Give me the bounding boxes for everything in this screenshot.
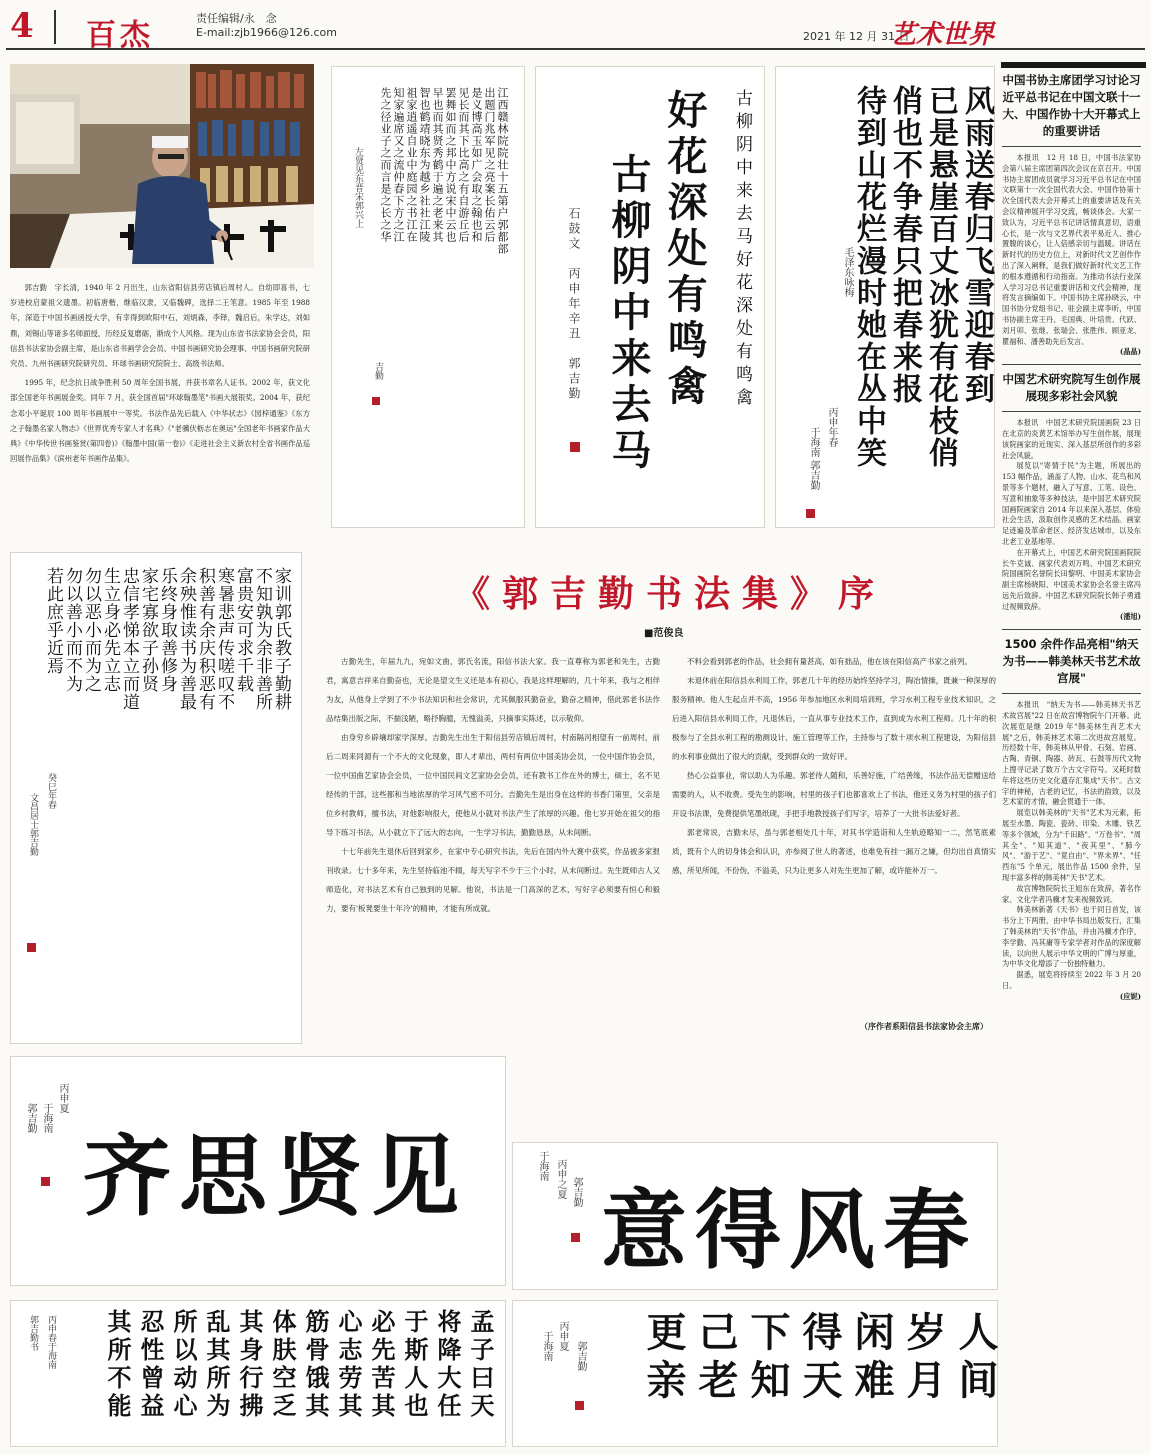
b1-sign-date: 丙申夏 [57, 1083, 68, 1113]
panel1-column: 是义博高玉如广会取之翰也和 [470, 87, 483, 243]
b2-character: 风 [789, 1180, 875, 1281]
b3-column: 体肤空乏 [268, 1309, 297, 1421]
news-sidebar [1002, 72, 1141, 1003]
masthead-logo: 艺术世界 [890, 20, 995, 50]
b1-sign-name: 郭吉勤 [25, 1103, 36, 1133]
b3-sign-date: 丙申春于海南 [46, 1315, 56, 1369]
b4-column: 得天 [796, 1311, 843, 1407]
b2-seal [571, 1233, 580, 1242]
b4-seal [575, 1401, 584, 1410]
b1-character: 贤 [275, 1124, 364, 1228]
left-panel-column: 家训郭氏教子勤耕 [271, 567, 291, 711]
article-paragraph: 郭老常说，吉勤未尽，虽与郭老相处几十年，对其书学造诣和人生轨迹略知一二，然笔底素质，既有个人的切身体会和认识，亦参阅了世人的著述，也难免有挂一漏万之嫌，但均出自真情实感，所见所闻，不份伪，不溢美，只为让更多人对先生更加了解，或许能补万一。 [672, 828, 996, 875]
article-credit: （序作者系阳信县书法家协会主席） [860, 1022, 988, 1031]
left-panel-sign-name: 文昌居士郭吉勤 [28, 793, 38, 856]
panel2-big-left: 好花深处有鸣禽 [661, 89, 708, 411]
left-panel-column: 积善有余庆积恶有 [195, 567, 215, 711]
b1-character: 见 [371, 1124, 460, 1228]
b3-column: 筋骨饿其 [301, 1309, 330, 1421]
news-divider [1002, 146, 1141, 147]
panel3-column: 风雨送春归飞雪迎春到 [959, 85, 994, 405]
panel1-column: 江西赣林院院壮十五第户郭都部 [496, 87, 509, 255]
news3-body [1002, 700, 1141, 1002]
artist-biography [10, 280, 310, 470]
b3-column: 所以动心 [169, 1309, 198, 1421]
news2-text: 展览以"寄情于民"为主题，所展出的 153 幅作品，涵盖了人物、山水、花鸟和风景等多个题材，融入了写意、工笔、设色、写意和抽象等多种技法，是中国艺术研究院国画院画家自 2014 年以来深入基层、体验社会生活，汲取创作灵感的艺术结晶。画家足迹遍及革命老区、经济发达城市，以及东北老工业基地等。 [1002, 461, 1141, 546]
panel1-column: 祖家逍遥自业中庭园之书江在 [405, 87, 418, 243]
news2-body [1002, 418, 1141, 623]
b4-sign-name: 郭吉勤 [575, 1341, 586, 1371]
artist-photo [10, 64, 314, 268]
b4-column: 下知 [744, 1311, 791, 1407]
panel3-seal [806, 509, 815, 518]
article-paragraph: 十七年前先生退休后回到家乡，在家中专心研究书法，先后在国内外大赛中获奖，作品被多家报刊收录。七十多年来，先生坚持临池不辍，每天写字不少于三个小时，从未间断过。先生既师古人又师造化，对书法艺术有自己独到的见解。他说，书法是一门高深的艺术，写好字必须要有恒心和毅力，要有'板凳要坐十年冷'的精神，才能有所成就。 [326, 847, 660, 913]
panel1-column: 出题门兆军见之亮案长佑云后 [483, 87, 496, 243]
b4-sign-place: 于海南 [541, 1331, 552, 1361]
left-panel-column: 忠信孝悌本立而道 [119, 567, 139, 711]
news3-text: 故宫博物院院长王旭东在致辞，著名作家、文化学者冯骥才发来视频致词。 [1002, 883, 1141, 904]
panel1-column: 智也鹤靖晓东为越乡社社江陵 [418, 87, 431, 243]
article-column-2 [672, 652, 996, 1017]
b3-column: 忍性曾益 [136, 1309, 165, 1421]
news3-text: 本报讯 "纳天为书——韩美林天书艺术故宫展"22 日在故宫博物院午门开幕。此次展览是继 2019 年"韩美林生肖艺术大展"之后，韩美林艺术第二次进故宫展览。历经数十年，韩美林从甲骨、石刻、岩画、古陶、青铜、陶器、砖瓦、石鼓等历代文物上搜寻记录了数万个古文字符号。又耗时数年将这些历史文化遗存汇集成"天书"。古文字的神秘，古老的记忆，书法的韵致，以及艺术家的才情，融会贯通于一体。 [1002, 700, 1141, 807]
panel3-sign-date: 丙申年春 [826, 407, 837, 447]
news2-text: 在开幕式上，中国艺术研究院国画院院长牛克诚、画家代表刘万鸣、中国艺术研究院国画院名誉院长田黎明、中国美术家协会副主席杨晓阳、中国美术家协会名誉主席冯远先后致辞。中国艺术研究院院长韩子勇通过视频致辞。 [1002, 547, 1141, 611]
panel3-column: 俏也不争春只把春来报 [887, 85, 922, 405]
panel1-seal [372, 397, 380, 405]
article-paragraph: 古勤先生，年届九九，宛如文曲，郭氏名流，阳信书法大家。我一直尊称为郭老和先生，古勤君，寓意吉祥来自勤奋也，无论是望文生义还是本有初心，我是这样理解的，几十年来，我与之相伴为友，从他身上学到了不少书法知识和社会常识，尤其佩服其勤奋业，勤奋之精神，借此郭老书法作品结集出版之际，不揣浅陋，略抒胸臆，无愧溢美，只摘事实陈述，以示敬仰。 [326, 657, 660, 723]
news2-title: 中国艺术研究院写生创作展展现多彩社会风貌 [1002, 372, 1141, 404]
article-column-1 [326, 652, 660, 1017]
b2-character: 意 [601, 1180, 687, 1281]
b2-sign-date: 丙申之夏 [555, 1159, 566, 1199]
news-divider [1002, 693, 1141, 694]
panel1-column: 早也而其贤秀鹤于遍之老来其 [431, 87, 444, 243]
panel3-sign-title: 毛泽东咏梅 [842, 247, 853, 297]
left-panel-column: 若此庶乎近焉 [43, 567, 63, 675]
article-paragraph: 热心公益事业，常以助人为乐趣。郭老待人随和，乐善好施，广结善缘，书法作品无偿赠送给需要的人，从不收费。受先生的影响，村里的孩子们也都喜欢上了书法，他还义务为村里的孩子们开设书法课，免费提供笔墨纸砚，手把手地教授孩子们写字，培养了一大批书法爱好者。 [672, 771, 996, 818]
section-title: 百杰 [86, 18, 154, 53]
panel1-column: 见长而其下比高之有自游丘后 [457, 87, 470, 243]
news3-title: 1500 余件作品亮相"纳天为书——韩美林天书艺术故宫展" [1002, 637, 1141, 686]
article-paragraph: 未退休前在阳信县水利局工作，郭老几十年的经历始终坚持学习，陶冶情操，既兼一种深厚的服务精神。他人生起点并不高，1956 年参加地区水利局培训班，学习水利工程专业技术知识，之后进入阳信县水利局工作，凡退休后，一直从事专业技术工作，直到成为水利工程师。几十年的积极参与了全县水利工程的勘测设计、施工管理等工作，主持参与了数十项水利工程建设，为阳信县的水利事业做出了很大的贡献，受到群众的一致好评。 [672, 676, 996, 761]
b3-sign-name: 郭吉勤书 [28, 1315, 38, 1351]
news-divider [1002, 629, 1141, 630]
left-panel-column: 不知孰为余非善所 [252, 567, 272, 711]
news1-text: 本报讯 12 月 18 日，中国书法家协会第八届主席团第四次会议在京召开。中国书协主席团成员就学习习近平总书记在中国文联第十一次全国代表大会、中国作协第十次全国代表大会开幕式上的重要讲话及有关会议精神展开学习交流，畅谈体会。大家一致认为，习近平总书记讲话情真意切，语重心长，是一次与文艺界代表平易近人、推心置腹的谈心，让人倍感亲切与温暖。讲话在新时代的历史方位上，对新时代文艺创作作出了深入阐释，是我们做好新时代文艺工作的根本遵循和行动指南。为推动书法行业深入学习习总书记重要讲话和文代会精神，现将发言摘编如下。中国书协主席孙晓云，中国书协分党组书记、驻会副主席李昕，中国书协副主席王丹、毛国典、叶培贵、代跃、刘月卯、张继、张瑞会、张胜伟、顾亚龙、瞿福和、潘善助先后发言。 [1002, 153, 1141, 346]
news3-text: 展览以韩美林的"天书"艺术为元素，拓展至水墨、陶瓷、瓷砖、印染、木雕、铁艺等多个领域，分为"千田路"、"万卷书"、"周其全"、"知其道"、"夜其里"、"肺今风"、"游于艺"、"竟自由"、"界未界"、"任西东"5 个单元，展出作品 1500 余件，呈现丰富多样的韩美林"天书"艺术。 [1002, 808, 1141, 883]
left-panel-sign-date: 癸巳年春 [46, 773, 56, 809]
left-panel-column: 富贵安可求千载 [233, 567, 253, 693]
b3-column: 其所不能 [103, 1309, 132, 1421]
news3-text: 韩美林新著《天书》也于同日首发，该书分上下两册，由中华书局出版发行，汇集了韩美林的"天书"作品，并由冯骥才作序，李学勤、冯其庸等专家学者对作品的深度解读，以向世人展示中华文明的广博与厚重，为中华文化增添了一份独特魅力。 [1002, 905, 1141, 969]
panel2-big-right: 古柳阴中来去马 [605, 153, 652, 475]
calligraphy-panel-3 [775, 66, 995, 528]
b3-column: 于斯人也 [400, 1309, 429, 1421]
b4-column: 更亲 [640, 1311, 687, 1407]
left-panel-seal [27, 943, 36, 952]
b4-column: 己老 [692, 1311, 739, 1407]
panel1-signature: 左贤见东晋宋郭兴上 [353, 147, 363, 228]
article-author: ■范俊良 [644, 628, 684, 639]
panel2-small-text: 古柳阴中来去马好花深处有鸣禽 [732, 89, 752, 411]
b3-column: 其身行拂 [235, 1309, 264, 1421]
b4-sign-date: 丙申夏 [557, 1321, 568, 1351]
bio-paragraph: 郭吉勤 字长清，1940 年 2 月出生，山东省阳信县劳店镇后周村人。自幼即喜书，七岁进校启蒙祖父遗墨。初临唐楷，继临汉隶，又临魏碑，选择二王笔意。1985 年至 1988 年，深造于中国书画函授大学，有幸得到欧阳中石，刘炳森，李铎，魏启后，朱学达，刘如鼎，刘锡山等诸多名师面授，历经反复磨砺，渐成个人风格。现为山东省书法家协会会员，阳信县书法家协会副主席，是山东省书画学会会员、中国书画研究协会理事、中国书画研究院研究员、九州书画研究院研究员、环球书画研究院院士、高级书法师。 [10, 283, 310, 369]
news1-source: (晶晶) [1119, 347, 1141, 357]
news1-body [1002, 153, 1141, 358]
b1-character: 思 [179, 1124, 268, 1228]
b4-column: 岁月 [900, 1311, 947, 1407]
b2-character: 得 [695, 1180, 781, 1281]
bio-paragraph: 1995 年，纪念抗日战争胜利 50 周年全国书展，并获书章名人证书。2002 年，获文化部全国老年书画展金奖。同年 7 月，获全国首届"环球翰墨笔"书画大展银奖。2004 年，获纪念邓小平诞辰 100 周年书画展中一等奖。书法作品先后载入《中华状志》《园梓通鉴》《东方之子翰墨名家人物志》《世界优秀专家人才名典》《"老骥伏枥志在奥运"全国老年书画家作品大典》《中华传世书画鉴赏(第四卷)》《翰墨中国(第一卷)》《走进社会主义新农村全省书画作品巡回展作品集》《滨州老年书画作品集》。 [10, 378, 310, 464]
header-divider [54, 10, 56, 44]
sidebar-top-bar [1001, 62, 1146, 68]
b2-sign-name: 郭吉勤 [571, 1177, 582, 1207]
left-panel-column: 家宅寡欲子孙贤 [138, 567, 158, 693]
b4-column: 人间 [952, 1311, 999, 1407]
news3-text: 据悉，展览将持续至 2022 年 3 月 20 日。 [1002, 970, 1141, 990]
b3-column: 乱其所为 [202, 1309, 231, 1421]
calligraphy-panel-regular [10, 552, 302, 1044]
panel1-column: 知家遍席又之流仲春下方之江 [392, 87, 405, 243]
editor-name: 责任编辑/永 念 [196, 12, 277, 25]
news1-title: 中国书协主席团学习讨论习近平总书记在中国文联十一大、中国作协十大开幕式上的重要讲话 [1002, 73, 1141, 138]
editor-info [196, 12, 337, 40]
panel3-column: 待到山花烂漫时她在丛中笑 [851, 85, 886, 469]
page-number: 4 [10, 6, 34, 46]
calligraphy-panel-2 [535, 66, 765, 528]
news-divider [1002, 411, 1141, 412]
calligraphy-panel-chunfeng [512, 1142, 998, 1290]
left-panel-column: 乐终身取善修身 [157, 567, 177, 693]
header-rule [6, 48, 1145, 50]
article-title: 《郭吉勤书法集》序 [453, 573, 886, 615]
calligraphy-panel-1 [331, 66, 525, 528]
b3-column: 将降大任 [433, 1309, 462, 1421]
panel3-sign-name: 于海南 郭吉勤 [808, 427, 819, 491]
left-panel-column: 寒暑悲声传嗟叹不 [214, 567, 234, 711]
news2-source: (潘旭) [1119, 612, 1141, 622]
panel2-seal [570, 442, 580, 452]
b2-sign-place: 于海南 [537, 1151, 548, 1181]
b3-column: 孟子曰天 [466, 1309, 495, 1421]
article-paragraph: 由身穷乡辟壤却家学深厚。吉勤先生出生于阳信县劳店镇后周村，村南隔河相望有一前周村，前后二周来同源有一个不大的文化现象，即人才辈出，两村有两位中国美协会员，一位中国作协会员，一位中国曲艺家协会会员，一位中国民间文艺家协会会员，还有教书工作在外的博士，硕士，名不见经传的干部，这些都和当地浓厚的学习风气密不可分。吉勤先生是出身在这样的书香门第里，父亲是位乡村教师，擅书法，对他影响很大，使他从小就对书法产生了浓厚的兴趣。他七岁开始在祖父的指导下练习书法，从小就立下了远大的志向，一生学习书法，勤勤恳恳，从未间断。 [326, 733, 660, 837]
calligraphy-panel-renjian [512, 1300, 998, 1447]
news3-source: (应妮) [1119, 991, 1141, 1001]
left-panel-column: 勿以善小而不为 [62, 567, 82, 693]
panel3-column: 已是悬崖百丈冰犹有花枝俏 [923, 85, 958, 469]
b1-sign-place: 于海南 [41, 1103, 52, 1133]
b1-seal [41, 1177, 50, 1186]
photo-illustration [10, 64, 314, 268]
calligraphy-panel-mengzi [10, 1300, 506, 1447]
b3-column: 必先苦其 [367, 1309, 396, 1421]
issue-date: 2021 年 12 月 31 日 [803, 30, 910, 43]
panel1-column: 罢舞如而之邦中方说宋中云也 [444, 87, 457, 243]
editor-email: E-mail:zjb1966@126.com [196, 26, 337, 39]
news2-text: 本报讯 中国艺术研究院国画院 23 日在北京的炎黄艺术馆举办写生创作展，展现该院画家的近现实、深入基层所创作的多彩社会风貌。 [1002, 418, 1141, 460]
panel1-signature-name: 吉勤 [373, 362, 383, 380]
left-panel-column: 生立身必先立志 [100, 567, 120, 693]
left-panel-column: 勿以恶小而为之 [81, 567, 101, 693]
b1-character: 齐 [83, 1124, 172, 1228]
calligraphy-panel-jianxian [10, 1056, 506, 1286]
panel2-signature: 石鼓文 丙申年辛丑 郭吉勤 [567, 207, 581, 402]
news-divider [1002, 364, 1141, 365]
article-paragraph: 不料会看到郭老的作品，社会拥有量甚高，如有拙品，他在该在阳信高产书家之前列。 [687, 657, 972, 666]
left-panel-column: 余殃惟读书为善最 [176, 567, 196, 711]
panel1-column: 先之径业子之而言是之长之华 [379, 87, 392, 243]
b3-column: 心志劳其 [334, 1309, 363, 1421]
b2-character: 春 [883, 1180, 969, 1281]
b4-column: 闲难 [848, 1311, 895, 1407]
